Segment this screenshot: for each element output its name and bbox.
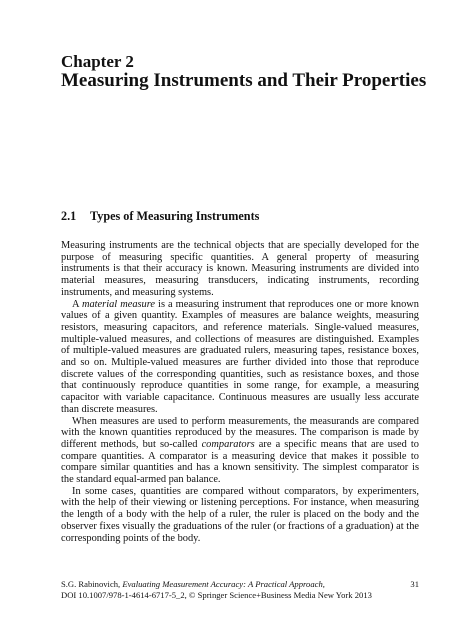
section-title: Types of Measuring Instruments: [90, 209, 260, 223]
paragraph-text: is a measuring instrument that reproduces one or more known values of a given quantity. Examples of measures are balance weights, measuring resistors, measuring capacitors, and reference materials. Single-valued measures, multiple-valued measures, and collections of measures are distinguished. Examples of multiple-valued measures are graduated rulers, measuring tapes, resistance boxes, and so on. Multiple-valued measures are further divided into those that reproduce discrete values of the corresponding quantities, such as resistance boxes, and those that continuously reproduce quantities in some range, for example, a measuring capacitor with variable capacitance. Continuous measures are usually less accurate than discrete measures.: [61, 298, 420, 415]
footer-book-title: Evaluating Measurement Accuracy: A Practical Approach: [122, 579, 323, 589]
term-material-measure: material measure: [81, 298, 156, 310]
paragraph-1: [61, 240, 419, 299]
term-comparators: comparators: [201, 438, 255, 450]
paragraph-4: [61, 486, 419, 545]
footer-doi-line: DOI 10.1007/978-1-4614-6717-5_2, © Springer Science+Business Media New York 2013: [61, 590, 372, 600]
paragraph-text: Measuring instruments are the technical objects that are specially developed for the purpose of measuring specific quantities. A general property of measuring instruments is that their accuracy is known. Measuring instruments are divided into material measures, measuring transducers, indicating instruments, recording instruments, and measuring systems.: [61, 240, 419, 298]
chapter-title: Measuring Instruments and Their Properties: [61, 70, 427, 91]
paragraph-text: A: [72, 298, 82, 310]
section-number: 2.1: [61, 209, 77, 223]
paragraph-text: When measures are used to perform measurements, the measurands are compared with the known quantities reproduced by the measures. The comparison is made by different methods, but so-called: [61, 415, 419, 450]
chapter-label: Chapter 2: [61, 52, 134, 71]
paragraph-text: In some cases, quantities are compared without comparators, by experimenters, with the help of their viewing or listening perceptions. For instance, when measuring the length of a body with the help of a ruler, the ruler is placed on the body and the observer fixes visually the graduations of the ruler (or fractions of a graduation) at the corresponding points of the body.: [61, 485, 419, 544]
book-page: [61, 0, 427, 632]
footer-title-suffix: ,: [322, 579, 325, 589]
paragraph-2: [61, 299, 419, 416]
page-footer: [61, 579, 419, 601]
footer-author: S.G. Rabinovich,: [61, 579, 123, 589]
section-heading: [61, 208, 259, 224]
paragraph-text: are a specific means that are used to compare quantities. A comparator is a measuring device that makes it possible to compare similar quantities and has a known sensitivity. The simplest comparator is the standard equal-armed pan balance.: [61, 438, 420, 486]
paragraph-3: [61, 416, 419, 486]
page-number: 31: [410, 579, 419, 589]
footer-citation-line: [61, 579, 419, 590]
body-text: [61, 240, 419, 544]
